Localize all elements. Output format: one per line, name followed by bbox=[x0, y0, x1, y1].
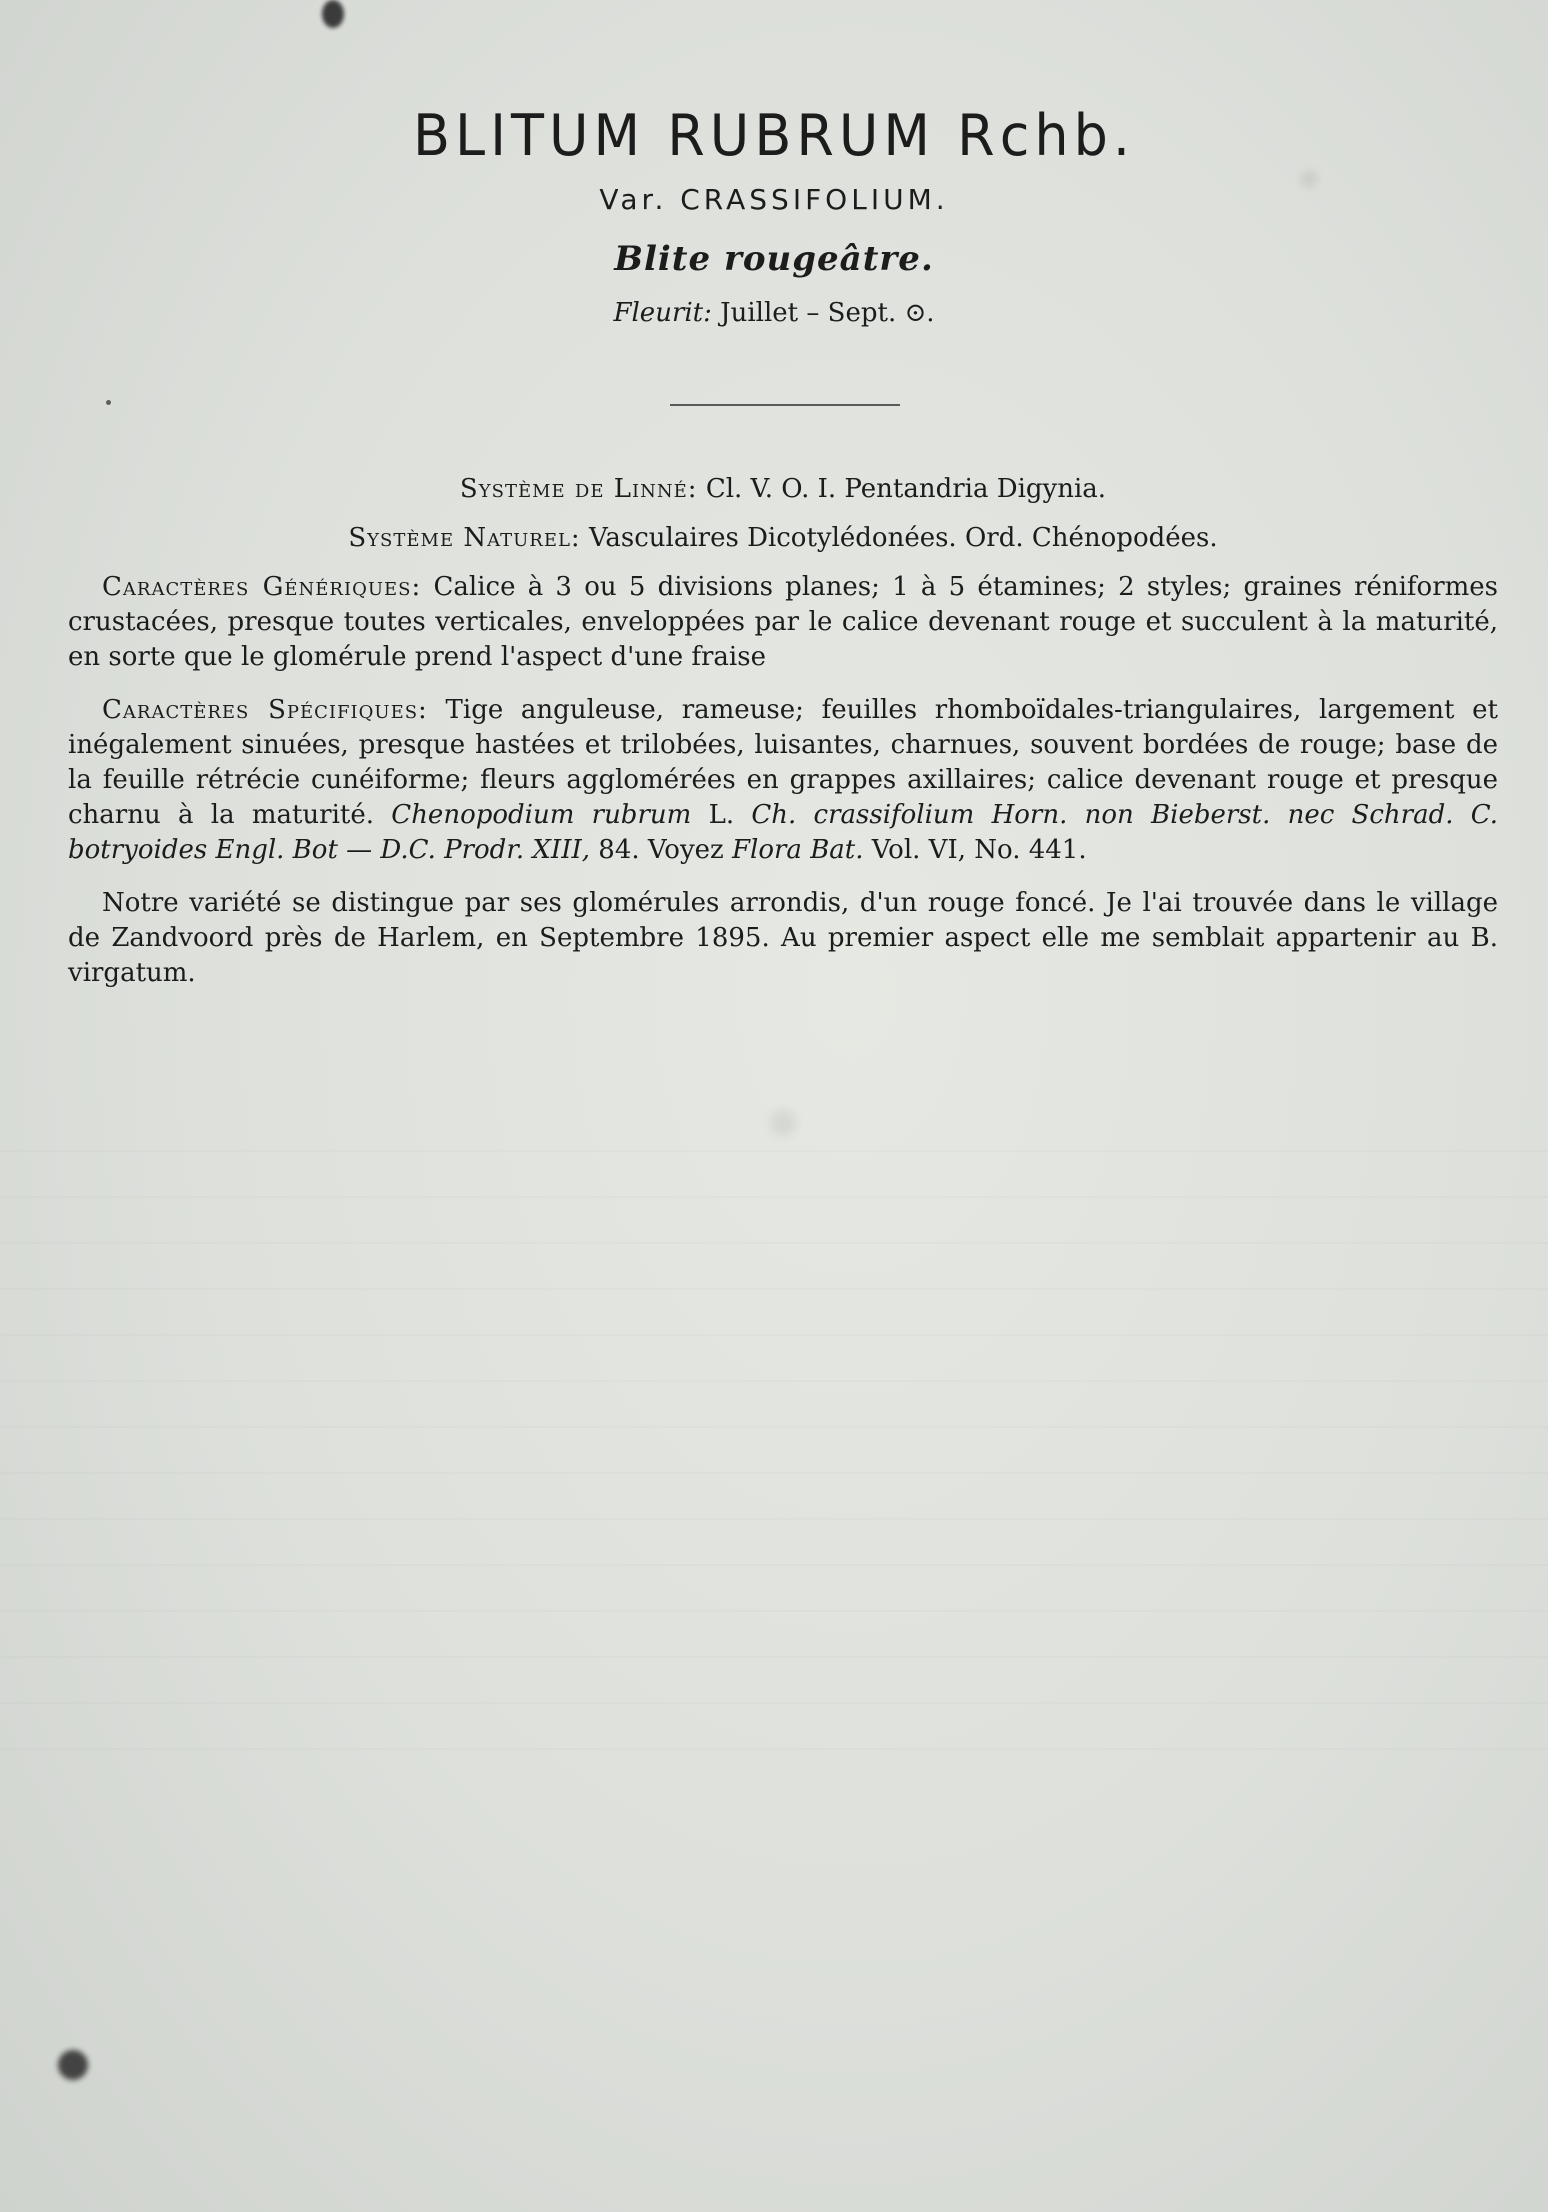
page-title: BLITUM RUBRUM Rchb. bbox=[412, 102, 1136, 169]
ink-spot bbox=[106, 400, 111, 405]
natural-system bbox=[68, 521, 1498, 556]
reference-flora: Flora Bat. bbox=[731, 835, 864, 865]
generiques-label: Caractères Génériques: bbox=[102, 572, 422, 602]
variety-title: Var. CRASSIFOLIUM. bbox=[599, 183, 949, 216]
linne-label: Système de Linné: bbox=[459, 474, 698, 504]
flowering-line bbox=[0, 296, 1548, 330]
annual-symbol: ⊙. bbox=[904, 298, 935, 328]
ink-spot bbox=[58, 2050, 88, 2080]
reference-author: L. bbox=[708, 800, 735, 830]
divider-rule bbox=[670, 404, 900, 406]
naturel-text: Vasculaires Dicotylédonées. Ord. Chénopodées. bbox=[588, 523, 1218, 553]
ink-spot bbox=[322, 0, 344, 28]
show-through-texture bbox=[0, 1150, 1548, 1750]
flowering-label: Fleurit: bbox=[613, 298, 712, 328]
paper-stain bbox=[770, 1110, 796, 1136]
naturel-label: Système Naturel: bbox=[348, 523, 581, 553]
heading-block bbox=[0, 104, 1548, 330]
generiques-text: Calice à 3 ou 5 divisions planes; 1 à 5 étamines; 2 styles; graines réniformes crustacées, presque toutes verticales, enveloppées par le calice devenant rouge et succulent à la maturité, en sorte que le glomérule prend l'aspect d'une fraise bbox=[68, 572, 1499, 672]
generic-characters bbox=[68, 570, 1498, 675]
specifiques-label: Caractères Spécifiques: bbox=[102, 695, 428, 725]
variety-note: Notre variété se distingue par ses glomérules arrondis, d'un rouge foncé. Je l'ai trouvée dans le village de Zandvoord près de Harlem, en Septembre 1895. Au premier aspect elle me semblait appartenir au B. virgatum. bbox=[68, 888, 1498, 988]
description-body bbox=[68, 472, 1498, 1009]
reference-page: 84. Voyez bbox=[598, 835, 724, 865]
linne-system bbox=[68, 472, 1498, 507]
reference-synonyms: Ch. crassifolium Horn. non Bieberst. nec Schrad. C. botryoides Engl. Bot — D.C. Prodr. XIII, bbox=[68, 800, 1499, 865]
linne-text: Cl. V. O. I. Pentandria Digynia. bbox=[705, 474, 1107, 504]
reference-volume: Vol. VI, No. 441. bbox=[871, 835, 1087, 865]
flowering-value: Juillet – Sept. bbox=[720, 298, 897, 328]
common-name: Blite rougeâtre. bbox=[614, 239, 934, 279]
specific-characters bbox=[68, 693, 1498, 868]
specifiques-text: Tige anguleuse, rameuse; feuilles rhomboïdales-triangulaires, largement et inégalement sinuées, presque hastées et trilobées, luisantes, charnues, souvent bordées de rouge; base de la feuille rétrécie cunéiforme; fleurs agglomérées en grappes axillaires; calice devenant rouge et presque charnu à la maturité. bbox=[68, 695, 1498, 830]
reference-species: Chenopodium rubrum bbox=[391, 800, 692, 830]
